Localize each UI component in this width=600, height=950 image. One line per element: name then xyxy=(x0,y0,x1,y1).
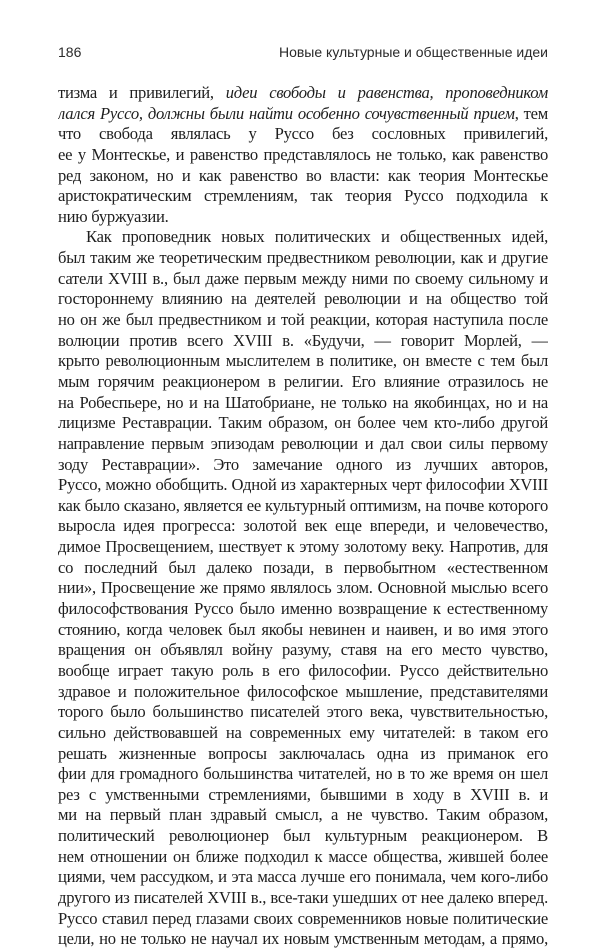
text-line xyxy=(58,785,548,806)
text-segment: ред законом, но и как равенство во власти: как теория Монтескье xyxy=(58,165,548,185)
text-line xyxy=(58,578,548,599)
text-segment: что свобода являлась у Руссо без сословных привилегий, xyxy=(58,124,548,144)
text-line xyxy=(58,207,548,228)
text-segment: ми на первый план здравый смысл, а не чувство. Таким образом, xyxy=(58,805,548,825)
text-segment: философствования Руссо было именно возвращение к естественному xyxy=(58,599,548,619)
text-segment: Как проповедник новых политических и общественных идей, xyxy=(86,227,548,247)
text-segment: вращения он объявлял войну разуму, ставя на его место чувство, xyxy=(58,640,548,660)
text-line xyxy=(58,599,548,620)
text-line xyxy=(58,413,548,434)
text-line xyxy=(58,661,548,682)
text-line xyxy=(58,764,548,785)
text-segment: стоянию, когда человек был якобы невинен и наивен, и во имя этого xyxy=(58,619,548,639)
running-header xyxy=(58,44,548,66)
text-segment: вообще играет такую роль в его философии. Руссо действительно xyxy=(58,660,548,680)
text-line xyxy=(58,269,548,290)
text-line xyxy=(58,909,548,930)
text-segment: торого было большинство писателей этого века, чувствительностью, xyxy=(58,702,548,722)
text-line xyxy=(58,888,548,909)
text-line xyxy=(58,310,548,331)
text-segment: тизма и привилегий, xyxy=(58,83,226,102)
text-line xyxy=(58,124,548,145)
text-line xyxy=(58,620,548,641)
text-line xyxy=(58,186,548,207)
text-segment: был таким же теоретическим предвестником революции, как и другие xyxy=(58,248,548,268)
text-line xyxy=(58,475,548,496)
text-line xyxy=(58,723,548,744)
text-segment: цели, но не только не научал их новым умственным методам, а прямо, xyxy=(58,929,548,949)
text-line xyxy=(58,867,548,888)
text-line xyxy=(58,372,548,393)
text-segment: фии для громадного большинства читателей, но в то же время он шел xyxy=(58,764,548,784)
text-line xyxy=(58,434,548,455)
text-line xyxy=(58,289,548,310)
text-segment: гостороннему влиянию на деятелей революции и на общество той xyxy=(58,289,548,309)
text-segment: зоду Реставрации». Это замечание одного из лучших авторов, xyxy=(58,454,548,474)
text-segment: рез с умственными стремлениями, бывшими в ходу в XVIII в. и xyxy=(58,784,548,804)
text-segment: но он же был предвестником и той реакции, которая наступила после xyxy=(58,310,548,330)
text-segment: димое Просвещением, шествует к этому золотому веку. Напротив, для xyxy=(58,537,548,557)
text-line xyxy=(58,805,548,826)
text-segment: сатели XVIII в., был даже первым между ними по своему сильному и xyxy=(58,268,548,288)
text-segment: крыто революционным мыслителем в политике, он вместе с тем был xyxy=(58,351,548,371)
text-segment: Руссо ставил перед глазами своих современников новые политические xyxy=(58,908,548,928)
text-line xyxy=(58,744,548,765)
text-segment: на Робеспьере, но и на Шатобриане, не только на якобинцах, но и на xyxy=(58,392,548,412)
text-line xyxy=(58,640,548,661)
text-line xyxy=(58,929,548,950)
text-segment: сильно действовавшей на современных ему читателей: в таком его xyxy=(58,722,548,742)
text-segment: направление первым эпизодам революции и дал свои силы первому xyxy=(58,433,548,453)
italic-text: лался Руссо, должны были найти особенно сочувственный прием xyxy=(58,103,515,123)
text-segment: как было сказано, является ее культурный оптимизм, на почве которого xyxy=(58,495,548,515)
text-segment: выросла идея прогресса: золотой век еще впереди, и человечество, xyxy=(58,516,548,536)
text-segment: мым горячим реакционером в религии. Его влияние отразилось не xyxy=(58,371,548,391)
text-segment: циями, чем рассудком, и эта масса лучше его понимала, чем кого-либо xyxy=(58,867,548,887)
text-segment: со последний был далеко позади, в первобытном «естественном xyxy=(58,557,548,577)
text-segment: нии», Просвещение же прямо являлось злом. Основной мыслью всего xyxy=(58,578,548,598)
text-line xyxy=(58,496,548,517)
text-line xyxy=(58,351,548,372)
text-segment: Руссо, можно обобщить. Одной из характерных черт философии XVIII xyxy=(58,475,548,495)
text-line xyxy=(58,393,548,414)
page-number: 186 xyxy=(58,44,82,60)
text-segment: лицизме Реставрации. Таким образом, он более чем кто-либо другой xyxy=(58,413,548,433)
italic-text: идеи свободы и равенства, проповедником xyxy=(225,83,548,102)
text-segment: политический революционер был культурным реакционером. В xyxy=(58,826,548,846)
text-line xyxy=(58,537,548,558)
text-line xyxy=(58,847,548,868)
text-line xyxy=(58,826,548,847)
text-line xyxy=(58,516,548,537)
text-segment: другого из писателей XVIII в., все-таки ушедших от нее далеко вперед. xyxy=(58,887,548,907)
text-line xyxy=(58,104,548,125)
text-line xyxy=(58,145,548,166)
text-line xyxy=(58,248,548,269)
text-segment: , тем xyxy=(514,103,548,123)
text-line xyxy=(58,682,548,703)
text-segment: аристократическим стремлениям, так теория Руссо подходила к xyxy=(58,186,548,206)
text-line xyxy=(58,558,548,579)
page-body-text xyxy=(58,83,548,950)
text-segment: волюции против всего XVIII в. «Будучи, — говорит Морлей, — xyxy=(58,330,548,350)
text-segment: здравое и положительное философское мышление, представителями xyxy=(58,681,548,701)
text-line xyxy=(58,166,548,187)
running-title: Новые культурные и общественные идеи xyxy=(278,44,548,60)
text-segment: ее у Монтескье, и равенство представлялось не только, как равенство xyxy=(58,144,548,164)
text-segment: нем отношении он ближе подходил к массе общества, жившей более xyxy=(58,846,548,866)
text-line xyxy=(58,702,548,723)
text-line xyxy=(58,227,548,248)
text-line xyxy=(58,83,548,104)
text-segment: решать жизненные вопросы заключалась одна из приманок его xyxy=(58,743,548,763)
text-line xyxy=(58,455,548,476)
text-line xyxy=(58,331,548,352)
text-segment: нию буржуазии. xyxy=(58,206,169,226)
